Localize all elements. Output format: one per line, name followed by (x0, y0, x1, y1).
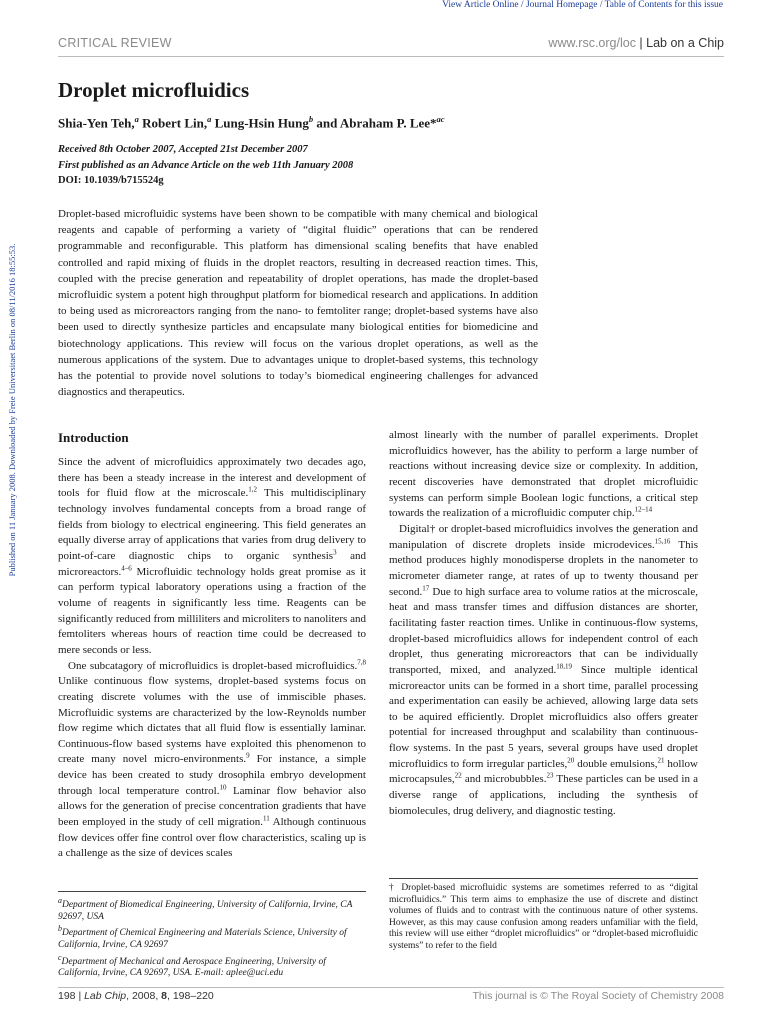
paragraph-text: Digital† or droplet-based microfluidics involves the generation and manipulation of discrete droplets inside microdevices. (389, 522, 698, 551)
citation-reference[interactable]: 12–14 (634, 505, 653, 514)
affiliation-mark: b (58, 924, 62, 934)
intro-paragraph-3 (389, 428, 698, 522)
download-watermark: Published on 11 January 2008. Downloaded by Freie Universitaet Berlin on 08/11/2016 18:55:53. (7, 243, 17, 577)
paragraph-text: Due to high surface area to volume ratios at the microscale, heat and mass transfer times and diffusion distances are shorter, facilitating faster reaction times. Unlike in continuous-flow systems, droplet-based microfluidics allows for independent control of each droplet, thus generating microreactors that can be individually transported, mixed, and analyzed. (389, 585, 698, 676)
section-heading-introduction: Introduction (58, 430, 129, 445)
journal-homepage-link[interactable]: Journal Homepage (525, 0, 598, 10)
paragraph-text: Since the advent of microfluidics approximately two decades ago, there has been a steady increase in the interest and development of tools for fluid flow at the microscale. (58, 456, 366, 500)
author-affiliation-mark: ac (436, 114, 445, 124)
affiliation-mark: c (58, 952, 62, 962)
citation-reference[interactable]: 4–6 (121, 563, 132, 572)
paragraph-text: hollow microcapsules, (389, 757, 698, 786)
link-separator: / (597, 0, 605, 10)
paragraph-text: These particles can be used in a diverse range of applications, including the synthesis of biomolecules, drug delivery, and diagnostic testing. (389, 773, 698, 817)
intro-paragraph-4 (389, 522, 698, 819)
affiliation-item (58, 952, 366, 980)
page-header (58, 36, 724, 57)
paragraph-text: and microbubbles. (461, 773, 547, 786)
abstract: Droplet-based microfluidic systems have been shown to be compatible with many chemical and biological reagents and capable of performing a variety of “digital fluidic” operations that can be rendered programmable and reconfigurable. This platform has dimensional scaling benefits that have enabled controlled and rapid mixing of fluids in the droplet reactors, resulting in decreased reaction times. This, coupled with the precise generation and repeatability of droplet operations, has made the droplet-based microfluidic system a potent high throughput platform for biomedical research and applications. In addition to being used as microreactors ranging from the nano- to femtoliter range; droplet-based systems have also been used to directly synthesize particles and encapsulate many biological entities for biomedicine and biotechnology applications. This review will focus on the various droplet operations, as well as the numerous applications of the system. Due to advantages unique to droplet-based systems, this technology has the potential to provide novel solutions to today’s biomedical engineering challenges for advanced diagnostics and therapeutics. (58, 208, 538, 399)
citation-reference[interactable]: 7,8 (357, 657, 366, 666)
view-article-online-link[interactable]: View Article Online (442, 0, 519, 10)
affiliations (58, 895, 366, 980)
footer-divider (58, 987, 724, 988)
citation-reference[interactable]: 1,2 (248, 485, 258, 494)
citation-reference[interactable]: 10 (219, 783, 227, 792)
paragraph-text: double emulsions, (574, 757, 658, 770)
header-divider: | (635, 36, 647, 50)
affiliation-mark: a (58, 896, 62, 905)
link-separator: / (518, 0, 526, 10)
section-label: CRITICAL REVIEW (58, 36, 172, 50)
paragraph-text: This multidisciplinary technology involves fundamental concepts from a broad range of fields from biology to electrical engineering. This field generates an equally diverse array of applications that varies from drug delivery to point-of-care diagnostic chips to organic synthesis (58, 487, 366, 562)
paragraph-text: This method produces highly monodisperse droplets in the nanometer to micrometer diameter range, at rates of up to twenty thousand per second. (389, 538, 698, 598)
affiliation-item (58, 895, 366, 923)
citation-reference[interactable]: 23 (546, 771, 554, 780)
citation-reference[interactable]: 17 (422, 583, 430, 592)
doi[interactable]: DOI: 10.1039/b715524g (58, 175, 164, 186)
affiliation-text: Department of Biomedical Engineering, University of California, Irvine, CA 92697, USA (58, 900, 353, 922)
paragraph-text: Although continuous flow devices offer fine control over flow characteristics, scaling up is a challenge as the size of devices scales (58, 816, 366, 860)
intro-paragraph-2 (58, 659, 366, 863)
paragraph-text: Unlike continuous flow systems, droplet-based systems focus on creating discrete volumes with the use of immiscible phases. Microfluidic systems are characterized by the low-Reynolds number flow regime which dictates that all fluid flow is essentially laminar. Continuous-flow based systems have exploited this phenomenon to create many novel micro-environments. (58, 675, 366, 766)
affiliation-divider (58, 891, 366, 892)
article-history (58, 142, 353, 189)
journal-name: Lab on a Chip (646, 36, 724, 50)
author-affiliation-mark: a (134, 114, 139, 124)
received-date: Received 8th October 2007, Accepted 21st December 2007 (58, 144, 308, 155)
citation-pages: , 198–220 (167, 990, 214, 1002)
paragraph-text: Laminar flow behavior also allows for the generation of precise concentration gradients that have been employed in the study of cell migration. (58, 784, 366, 829)
table-of-contents-link[interactable]: Table of Contents for this issue (604, 0, 723, 10)
footnote-divider (389, 878, 698, 879)
affiliation-text: Department of Mechanical and Aerospace Engineering, University of California, Irvine, CA 92697, USA. E-mail: aplee@uci.edu (58, 956, 326, 979)
paragraph-text: almost linearly with the number of parallel experiments. Droplet microfluidics however, has the ability to perform a large number of reactions without increasing device size or complexity. In addition, recent discoveries have demonstrated that droplet microfluidic systems can perform simple Boolean logic functions, a critical step towards the realization of a microfluidic computer chip. (389, 429, 698, 520)
paragraph-text: Since multiple identical microreactor units can be formed in a short time, parallel processing and experimentation can easily be achieved, allowing large data sets to be aquired efficiently. Droplet microfluidics also offers greater potential for increased throughput and scalability than continuous-flow systems. In the past 5 years, several groups have used droplet microfluidics to form irregular particles, (389, 663, 698, 770)
copyright-notice: This journal is © The Royal Society of Chemistry 2008 (472, 990, 724, 1002)
author-name: Robert Lin, (138, 115, 208, 131)
author-affiliation-mark: a (207, 114, 212, 124)
citation-volume: 8 (161, 990, 167, 1002)
footnote: † Droplet-based microfluidic systems are sometimes referred to as “digital microfluidics.” This term aims to emphasize the use of discrete and distinct volumes of fluids and to contrast with the continuous nature of other systems. However, as this may cause confusion among readers unfamiliar with the field, this review will use either “droplet microfluidics” or “droplet-based microfluidic systems” to refer to the field (389, 883, 698, 951)
citation-divider: | (75, 990, 85, 1002)
paragraph-text: For instance, a simple device has been created to study drosophila embryo development through local temperature control. (58, 753, 366, 797)
published-date: First published as an Advance Article on the web 11th January 2008 (58, 159, 354, 171)
citation-reference[interactable]: 21 (657, 756, 665, 765)
journal-site-link[interactable]: www.rsc.org/loc (548, 36, 636, 50)
paragraph-text: Microfluidic technology holds great promise as it can perform typical laboratory operations using a fraction of the volume of reagents in significantly less time. Reagents can be significantly reduced from milliliters and microliters to nanoliters and femtoliters whereas hours of reaction time could be decreased to mere seconds or less. (58, 565, 366, 656)
left-column (58, 455, 366, 862)
citation-reference[interactable]: 22 (454, 771, 462, 780)
citation-year: , 2008, (126, 990, 162, 1002)
journal-header (548, 36, 724, 50)
article-title: Droplet microfluidics (58, 78, 250, 102)
author-name: and Abraham P. Lee* (313, 115, 437, 131)
citation-reference[interactable]: 18,19 (556, 662, 572, 671)
author-name: Shia-Yen Teh, (58, 115, 135, 131)
citation-reference[interactable]: 3 (333, 548, 337, 557)
citation-reference[interactable]: 20 (567, 756, 575, 765)
author-list (58, 114, 445, 131)
citation-reference[interactable]: 15,16 (654, 536, 671, 545)
affiliation-text: Department of Chemical Engineering and Materials Science, University of California, Irvine, CA 92697 (58, 928, 347, 951)
page-number: 198 (58, 990, 76, 1002)
intro-paragraph-1 (58, 455, 366, 659)
page-citation (58, 990, 214, 1002)
author-name: Lung-Hsin Hung (211, 115, 309, 131)
right-column (389, 428, 698, 819)
citation-journal: Lab Chip (84, 990, 127, 1002)
top-links (442, 0, 723, 10)
citation-reference[interactable]: 11 (263, 814, 270, 823)
paragraph-text: and microreactors. (58, 549, 366, 578)
paragraph-text: One subcatagory of microfluidics is droplet-based microfluidics. (68, 659, 358, 672)
author-affiliation-mark: b (308, 114, 314, 124)
affiliation-item (58, 923, 366, 951)
citation-reference[interactable]: 9 (246, 751, 250, 760)
